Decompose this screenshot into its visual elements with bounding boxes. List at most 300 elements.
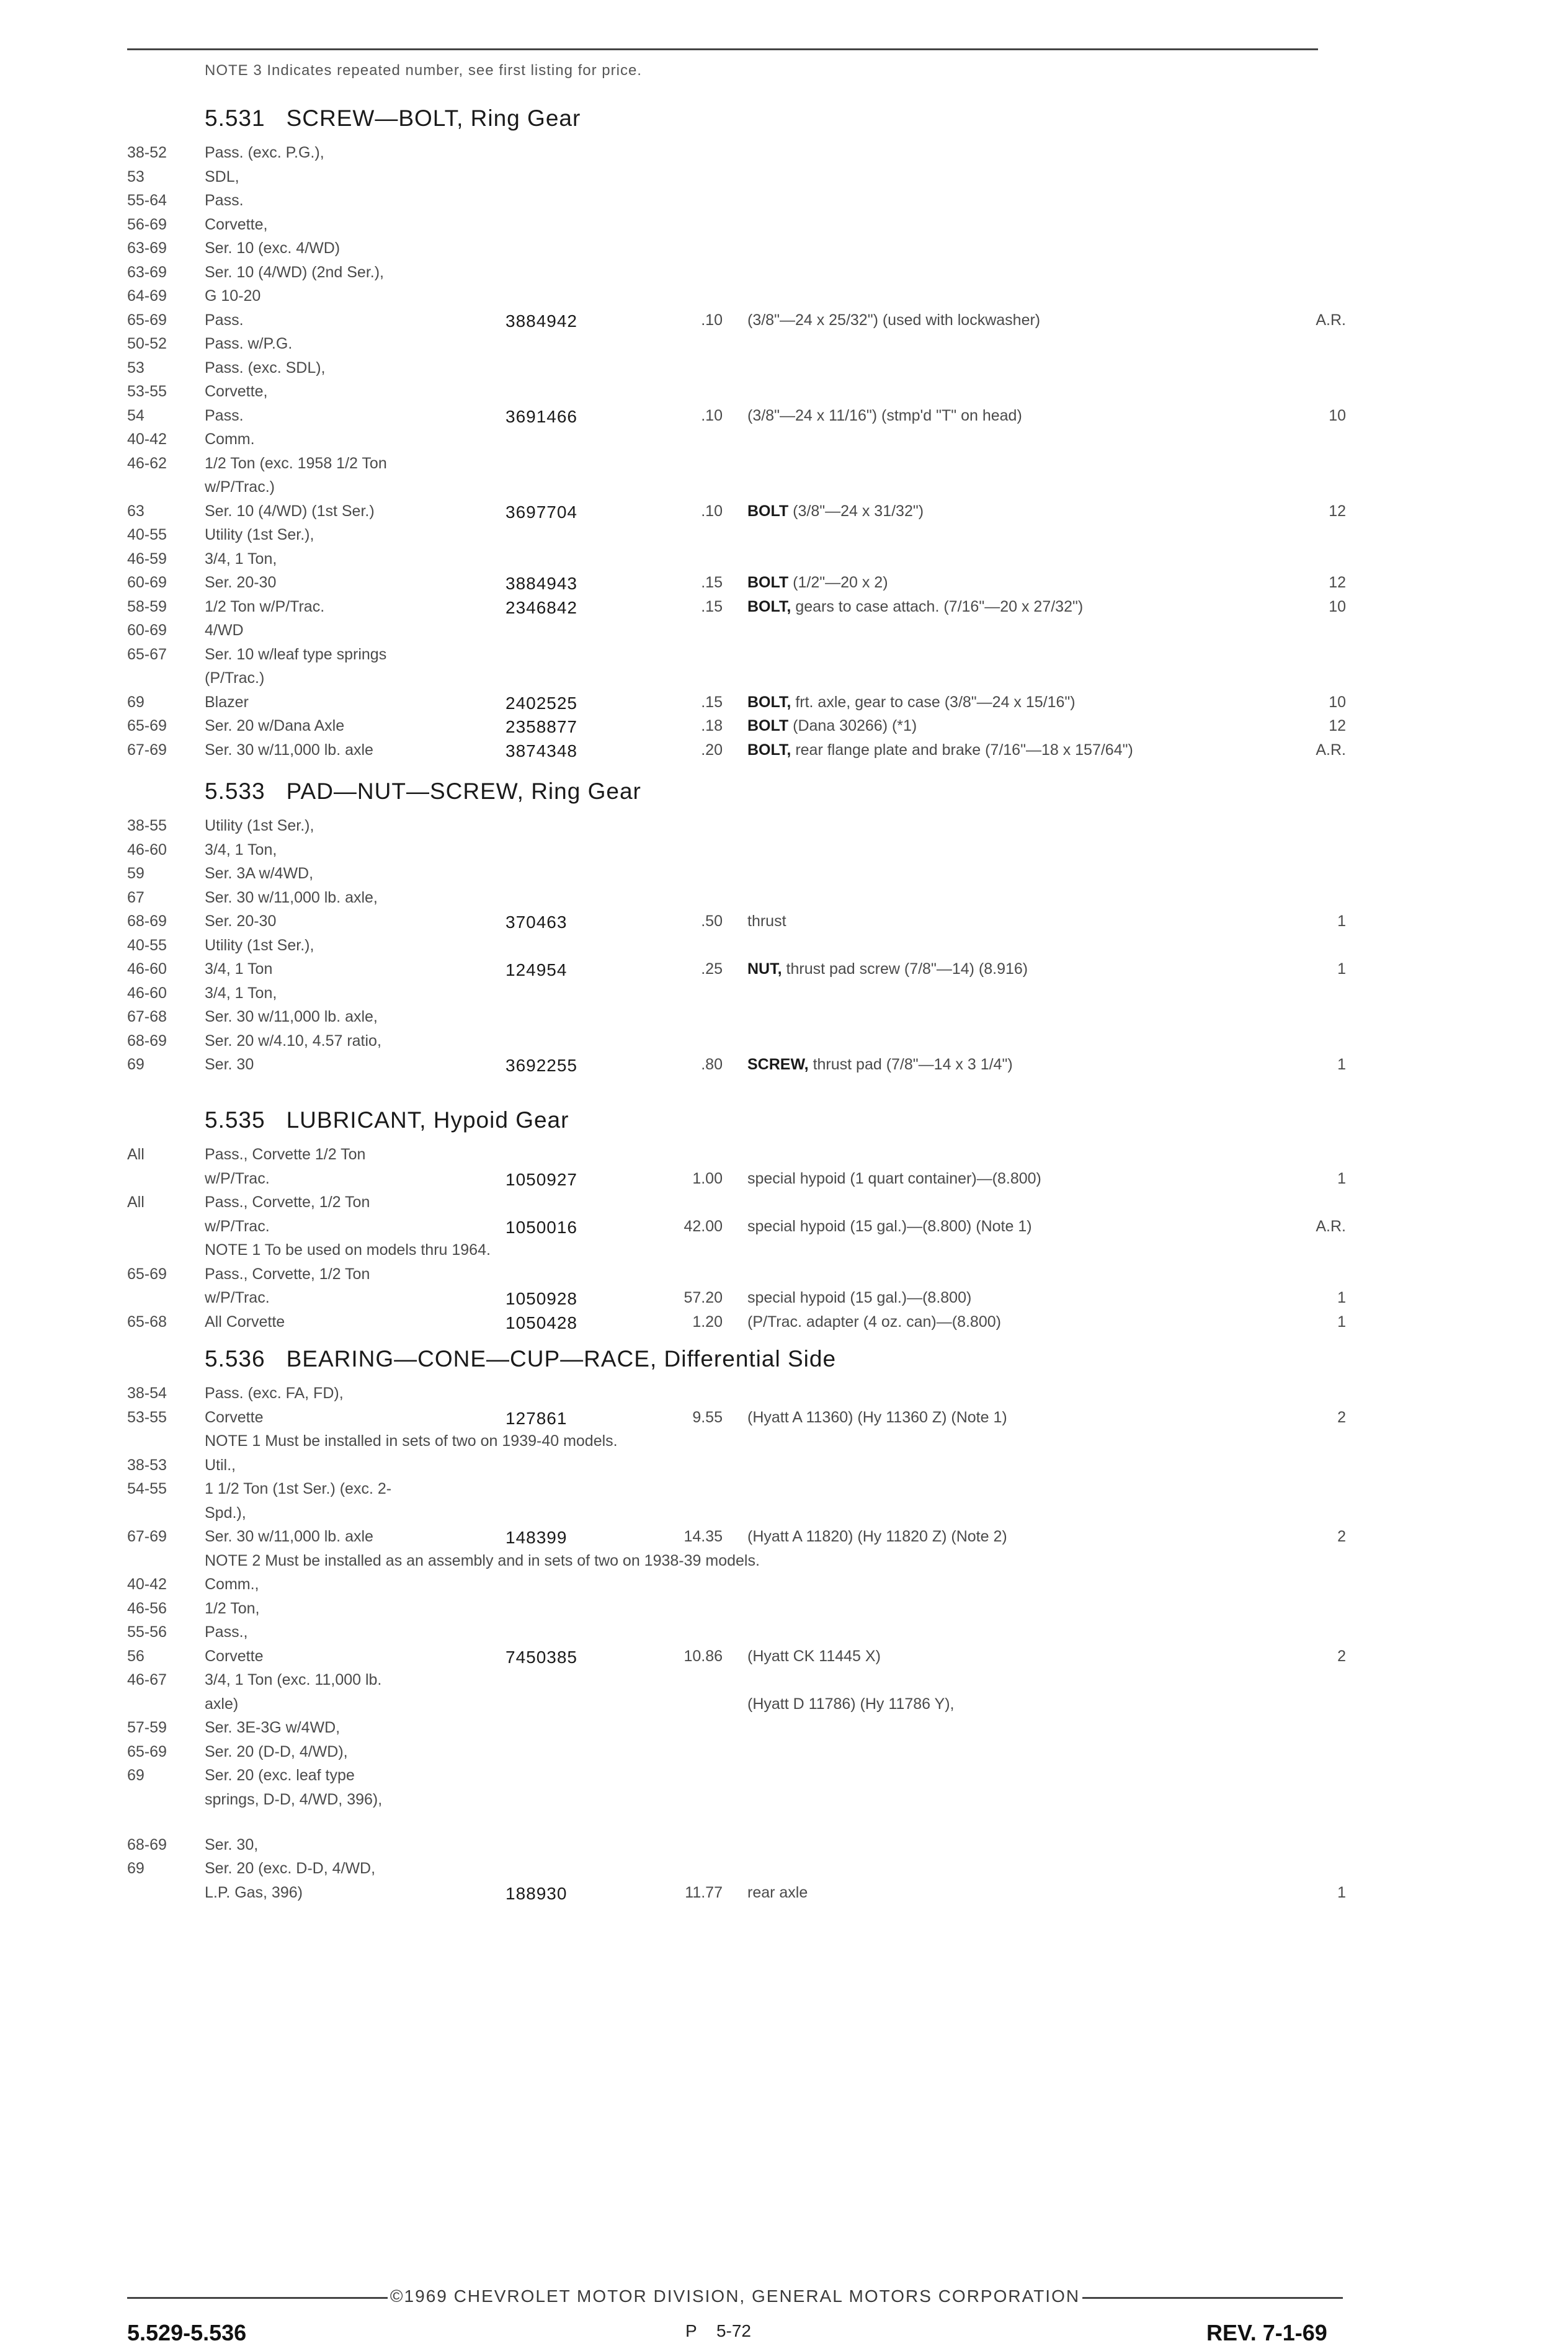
parts-row: [0, 1218, 1568, 1239]
part-description: [747, 1289, 1287, 1307]
list-price: .10: [701, 407, 723, 424]
part-description: [747, 502, 1287, 520]
model-years: 53-55: [127, 1409, 167, 1426]
revision-date: REV. 7-1-69: [1206, 2320, 1327, 2345]
copyright-rule-left: [127, 2297, 388, 2299]
model-application: Util.,: [205, 1456, 236, 1474]
model-years: 40-55: [127, 937, 167, 954]
part-spec: (Hyatt D 11786) (Hy 11786 Y),: [747, 1695, 955, 1713]
parts-row: [0, 622, 1568, 643]
part-type: NUT,: [747, 960, 782, 978]
model-years: 46-60: [127, 984, 167, 1002]
parts-row: [0, 407, 1568, 428]
model-application: 1/2 Ton,: [205, 1600, 260, 1617]
quantity: 1: [1337, 1170, 1346, 1187]
part-number: 2358877: [506, 717, 578, 736]
parts-row: [0, 1170, 1568, 1191]
part-number: 1050016: [506, 1218, 578, 1237]
part-type: BOLT: [747, 502, 789, 520]
part-type: SCREW,: [747, 1056, 809, 1073]
parts-row: [0, 1648, 1568, 1669]
parts-row: [0, 1743, 1568, 1764]
model-years: 58-59: [127, 598, 167, 615]
parts-row: [0, 1504, 1568, 1525]
footnote: NOTE 2 Must be installed as an assembly and in sets of two on 1938-39 models.: [205, 1552, 760, 1569]
part-type: BOLT: [747, 574, 789, 591]
list-price: .18: [701, 717, 723, 734]
parts-row: [0, 168, 1568, 189]
section-number: 5.533: [205, 778, 265, 804]
part-type: BOLT,: [747, 598, 791, 615]
parts-row: [0, 359, 1568, 380]
part-number: 3884943: [506, 574, 578, 593]
model-years: 46-56: [127, 1600, 167, 1617]
list-price: .25: [701, 960, 723, 978]
model-years: 53: [127, 168, 145, 185]
parts-row: [0, 526, 1568, 547]
model-years: 46-60: [127, 960, 167, 978]
parts-row: [0, 1385, 1568, 1406]
model-years: 56: [127, 1648, 145, 1665]
model-years: 57-59: [127, 1719, 167, 1736]
quantity: A.R.: [1316, 311, 1346, 329]
model-application: Pass. (exc. P.G.),: [205, 144, 324, 161]
quantity: 1: [1337, 960, 1346, 978]
part-description: [747, 694, 1287, 711]
model-years: 65-68: [127, 1313, 167, 1331]
model-years: 67: [127, 889, 145, 906]
model-years: 60-69: [127, 574, 167, 591]
part-spec: special hypoid (15 gal.)—(8.800) (Note 1): [747, 1218, 1032, 1235]
parts-row: [0, 960, 1568, 981]
quantity: 12: [1329, 502, 1346, 520]
part-number: 3874348: [506, 741, 578, 760]
model-application: Blazer: [205, 694, 249, 711]
model-years: 69: [127, 694, 145, 711]
list-price: .10: [701, 311, 723, 329]
list-price: .15: [701, 598, 723, 615]
model-application: Ser. 10 (exc. 4/WD): [205, 239, 341, 257]
part-number: 1050428: [506, 1313, 578, 1332]
part-type: BOLT,: [747, 694, 791, 711]
part-description: [747, 1409, 1287, 1427]
part-spec: thrust pad (7/8"—14 x 3 1/4"): [813, 1056, 1013, 1073]
parts-row: [0, 912, 1568, 934]
model-application: Utility (1st Ser.),: [205, 937, 314, 954]
model-application: Pass., Corvette 1/2 Ton: [205, 1146, 366, 1163]
model-application: Pass.: [205, 311, 244, 329]
part-spec: (3/8"—24 x 25/32") (used with lockwasher): [747, 311, 1041, 329]
model-years: 53: [127, 359, 145, 377]
section-title: LUBRICANT, Hypoid Gear: [286, 1107, 569, 1133]
model-application: Ser. 10 w/leaf type springs: [205, 646, 387, 663]
copyright-rule-right: [1082, 2297, 1343, 2299]
part-spec: rear flange plate and brake (7/16"—18 x 157/64"): [795, 741, 1133, 759]
part-spec: thrust: [747, 912, 786, 930]
model-application: Pass.: [205, 192, 244, 209]
quantity: 1: [1337, 912, 1346, 930]
part-type: BOLT: [747, 717, 789, 734]
model-years: 46-62: [127, 455, 167, 472]
model-years: 65-69: [127, 311, 167, 329]
part-type: BOLT,: [747, 741, 791, 759]
model-application: Corvette,: [205, 383, 268, 400]
part-number: 370463: [506, 912, 568, 932]
section-heading: [205, 105, 581, 132]
parts-row: [0, 1576, 1568, 1597]
section-number: 5.535: [205, 1107, 265, 1133]
parts-row: [0, 984, 1568, 1006]
model-years: 40-42: [127, 1576, 167, 1593]
model-years: 68-69: [127, 912, 167, 930]
part-spec: special hypoid (15 gal.)—(8.800): [747, 1289, 972, 1306]
parts-row: [0, 1313, 1568, 1334]
part-spec: (Dana 30266) (*1): [793, 717, 917, 734]
model-application: Ser. 10 (4/WD) (1st Ser.): [205, 502, 375, 520]
parts-row: [0, 1146, 1568, 1167]
model-years: 38-53: [127, 1456, 167, 1474]
parts-row: [0, 1289, 1568, 1310]
part-spec: (P/Trac. adapter (4 oz. can)—(8.800): [747, 1313, 1001, 1331]
part-description: [747, 1648, 1287, 1666]
quantity: 1: [1337, 1313, 1346, 1331]
top-note: NOTE 3 Indicates repeated number, see first listing for price.: [205, 62, 642, 79]
model-application: Ser. 30 w/11,000 lb. axle: [205, 1528, 373, 1545]
model-years: 56-69: [127, 216, 167, 233]
model-years: 69: [127, 1767, 145, 1784]
model-application: 3/4, 1 Ton,: [205, 841, 277, 859]
model-years: 63-69: [127, 264, 167, 281]
section-title: PAD—NUT—SCREW, Ring Gear: [286, 778, 641, 804]
model-application: Spd.),: [205, 1504, 246, 1522]
model-application: G 10-20: [205, 287, 261, 305]
model-application: Pass. (exc. FA, FD),: [205, 1385, 344, 1402]
parts-row: [0, 1265, 1568, 1287]
list-price: 1.20: [692, 1313, 723, 1331]
model-application: w/P/Trac.: [205, 1170, 270, 1187]
model-application: Ser. 20-30: [205, 574, 277, 591]
part-description: [747, 912, 1287, 930]
model-years: 53-55: [127, 383, 167, 400]
quantity: 2: [1337, 1648, 1346, 1665]
model-application: 3/4, 1 Ton,: [205, 550, 277, 568]
model-years: 63: [127, 502, 145, 520]
parts-row: [0, 1456, 1568, 1478]
part-number: 1050928: [506, 1289, 578, 1308]
parts-row: [0, 865, 1568, 886]
parts-row: [0, 1884, 1568, 1905]
model-years: 40-42: [127, 430, 167, 448]
model-application: 4/WD: [205, 622, 244, 639]
model-years: 55-56: [127, 1623, 167, 1641]
model-application: 3/4, 1 Ton: [205, 960, 273, 978]
parts-row: [0, 1409, 1568, 1430]
model-years: 40-55: [127, 526, 167, 543]
quantity: A.R.: [1316, 741, 1346, 759]
parts-row: [0, 383, 1568, 404]
part-description: [747, 960, 1287, 978]
part-spec: (3/8"—24 x 11/16") (stmp'd "T" on head): [747, 407, 1022, 424]
part-number: 127861: [506, 1409, 568, 1428]
parts-row: [0, 1600, 1568, 1621]
parts-row: [0, 694, 1568, 715]
part-spec: (Hyatt CK 11445 X): [747, 1648, 881, 1665]
part-spec: special hypoid (1 quart container)—(8.800): [747, 1170, 1041, 1187]
part-number: 7450385: [506, 1648, 578, 1667]
parts-row: [0, 1193, 1568, 1215]
model-application: Pass., Corvette, 1/2 Ton: [205, 1193, 370, 1211]
model-application: Utility (1st Ser.),: [205, 817, 314, 834]
quantity: 1: [1337, 1056, 1346, 1073]
quantity: 10: [1329, 598, 1346, 615]
part-number: 1050927: [506, 1170, 578, 1189]
list-price: 42.00: [684, 1218, 723, 1235]
part-spec: (3/8"—24 x 31/32"): [793, 502, 924, 520]
parts-row: [0, 1860, 1568, 1881]
model-application: Ser. 30 w/11,000 lb. axle: [205, 741, 373, 759]
model-application: Ser. 3E-3G w/4WD,: [205, 1719, 341, 1736]
parts-row: [0, 1623, 1568, 1644]
part-spec: (Hyatt A 11360) (Hy 11360 Z) (Note 1): [747, 1409, 1007, 1426]
model-application: Ser. 30 w/11,000 lb. axle,: [205, 889, 378, 906]
page-number: P 5-72: [685, 2321, 751, 2340]
part-spec: (1/2"—20 x 2): [793, 574, 888, 591]
parts-row: [0, 502, 1568, 524]
model-application: Ser. 20 (exc. leaf type: [205, 1767, 355, 1784]
section-heading: [205, 1107, 569, 1133]
parts-row: [0, 239, 1568, 261]
model-years: 68-69: [127, 1836, 167, 1853]
part-description: [747, 1056, 1287, 1074]
model-years: 46-67: [127, 1671, 167, 1688]
part-number: 3697704: [506, 502, 578, 522]
list-price: .15: [701, 694, 723, 711]
part-description: [747, 1884, 1287, 1902]
model-application: springs, D-D, 4/WD, 396),: [205, 1791, 383, 1808]
model-application: Ser. 20 (D-D, 4/WD),: [205, 1743, 348, 1760]
model-years: 65-69: [127, 1743, 167, 1760]
parts-row: [0, 717, 1568, 738]
part-spec: rear axle: [747, 1884, 808, 1901]
parts-row: [0, 1008, 1568, 1029]
model-years: 67-69: [127, 1528, 167, 1545]
footnote: NOTE 1 To be used on models thru 1964.: [205, 1241, 491, 1259]
part-description: [747, 741, 1287, 759]
parts-row: [0, 1056, 1568, 1077]
parts-row: [0, 817, 1568, 838]
part-number: 3884942: [506, 311, 578, 331]
model-years: 65-69: [127, 1265, 167, 1283]
model-application: Ser. 3A w/4WD,: [205, 865, 314, 882]
model-application: Comm.,: [205, 1576, 259, 1593]
part-description: [747, 1170, 1287, 1188]
parts-row: [0, 1032, 1568, 1053]
model-years: 69: [127, 1056, 145, 1073]
list-price: 57.20: [684, 1289, 723, 1306]
parts-row: [0, 144, 1568, 165]
parts-row: [0, 669, 1568, 690]
part-number: 3692255: [506, 1056, 578, 1075]
model-application: Ser. 10 (4/WD) (2nd Ser.),: [205, 264, 384, 281]
model-years: 69: [127, 1860, 145, 1877]
parts-row: [0, 574, 1568, 595]
quantity: 1: [1337, 1289, 1346, 1306]
parts-row: [0, 1791, 1568, 1812]
model-application: Ser. 30: [205, 1056, 254, 1073]
part-description: [747, 1218, 1287, 1236]
model-application: 1 1/2 Ton (1st Ser.) (exc. 2-: [205, 1480, 392, 1497]
parts-row: [0, 1480, 1568, 1501]
quantity: 1: [1337, 1884, 1346, 1901]
model-years: 54: [127, 407, 145, 424]
model-years: 68-69: [127, 1032, 167, 1050]
parts-row: [0, 841, 1568, 862]
section-title: BEARING—CONE—CUP—RACE, Differential Side: [286, 1346, 837, 1371]
parts-row: [0, 598, 1568, 619]
model-years: 65-69: [127, 717, 167, 734]
parts-row: [0, 937, 1568, 958]
model-application: 1/2 Ton (exc. 1958 1/2 Ton: [205, 455, 387, 472]
parts-row: [0, 216, 1568, 237]
part-spec: gears to case attach. (7/16"—20 x 27/32"): [795, 598, 1084, 615]
part-description: [747, 717, 1287, 735]
model-application: Ser. 30 w/11,000 lb. axle,: [205, 1008, 378, 1025]
model-application: Pass. (exc. SDL),: [205, 359, 326, 377]
model-years: 46-59: [127, 550, 167, 568]
section-number: 5.536: [205, 1346, 265, 1371]
model-years: 50-52: [127, 335, 167, 352]
model-application: Ser. 20 w/4.10, 4.57 ratio,: [205, 1032, 381, 1050]
part-description: [747, 598, 1287, 616]
quantity: A.R.: [1316, 1218, 1346, 1235]
parts-row: [0, 192, 1568, 213]
parts-row: [0, 1671, 1568, 1692]
list-price: 1.00: [692, 1170, 723, 1187]
part-spec: thrust pad screw (7/8"—14) (8.916): [786, 960, 1028, 978]
model-application: (P/Trac.): [205, 669, 265, 687]
model-application: Pass. w/P.G.: [205, 335, 293, 352]
model-application: All Corvette: [205, 1313, 285, 1331]
model-years: 65-67: [127, 646, 167, 663]
parts-row: [0, 1719, 1568, 1740]
parts-row: [0, 741, 1568, 762]
quantity: 12: [1329, 574, 1346, 591]
model-application: 3/4, 1 Ton (exc. 11,000 lb.: [205, 1671, 382, 1688]
model-application: SDL,: [205, 168, 239, 185]
model-years: 38-54: [127, 1385, 167, 1402]
parts-row: [0, 287, 1568, 308]
model-application: Pass.,: [205, 1623, 248, 1641]
part-number: 148399: [506, 1528, 568, 1547]
model-application: Corvette: [205, 1648, 264, 1665]
model-years: 46-60: [127, 841, 167, 859]
parts-row: [0, 889, 1568, 910]
footnote: NOTE 1 Must be installed in sets of two on 1939-40 models.: [205, 1432, 618, 1450]
model-application: Ser. 30,: [205, 1836, 259, 1853]
part-description: [747, 574, 1287, 592]
section-number: 5.531: [205, 105, 265, 131]
quantity: 2: [1337, 1528, 1346, 1545]
list-price: .10: [701, 502, 723, 520]
list-price: 14.35: [684, 1528, 723, 1545]
section-title: SCREW—BOLT, Ring Gear: [286, 105, 581, 131]
model-application: L.P. Gas, 396): [205, 1884, 303, 1901]
parts-row: [0, 335, 1568, 356]
model-application: 1/2 Ton w/P/Trac.: [205, 598, 325, 615]
model-application: Ser. 20 w/Dana Axle: [205, 717, 345, 734]
parts-row: [0, 1836, 1568, 1857]
model-years: All: [127, 1193, 145, 1211]
parts-row: [0, 1767, 1568, 1788]
model-years: 59: [127, 865, 145, 882]
quantity: 12: [1329, 717, 1346, 734]
model-application: Utility (1st Ser.),: [205, 526, 314, 543]
model-application: Ser. 20-30: [205, 912, 277, 930]
parts-row: [0, 1528, 1568, 1549]
model-application: w/P/Trac.: [205, 1289, 270, 1306]
part-description: [747, 311, 1287, 329]
part-description: [747, 1528, 1287, 1546]
part-spec: (Hyatt A 11820) (Hy 11820 Z) (Note 2): [747, 1528, 1007, 1545]
part-number: 2402525: [506, 694, 578, 713]
part-number: 3691466: [506, 407, 578, 426]
model-application: Corvette,: [205, 216, 268, 233]
list-price: 10.86: [684, 1648, 723, 1665]
part-number: 2346842: [506, 598, 578, 617]
model-application: axle): [205, 1695, 239, 1713]
model-years: 54-55: [127, 1480, 167, 1497]
parts-row: [0, 264, 1568, 285]
model-years: All: [127, 1146, 145, 1163]
parts-row: [0, 478, 1568, 499]
part-spec: frt. axle, gear to case (3/8"—24 x 15/16"): [795, 694, 1076, 711]
model-years: 60-69: [127, 622, 167, 639]
part-description: [747, 1313, 1287, 1331]
parts-row: [0, 455, 1568, 476]
quantity: 10: [1329, 407, 1346, 424]
part-number: 124954: [506, 960, 568, 979]
model-years: 38-52: [127, 144, 167, 161]
model-application: Comm.: [205, 430, 255, 448]
model-years: 67-68: [127, 1008, 167, 1025]
quantity: 10: [1329, 694, 1346, 711]
model-years: 38-55: [127, 817, 167, 834]
list-price: 11.77: [685, 1884, 723, 1901]
section-heading: [205, 778, 641, 805]
parts-row: [0, 311, 1568, 332]
model-years: 64-69: [127, 287, 167, 305]
model-application: w/P/Trac.: [205, 1218, 270, 1235]
list-price: .50: [701, 912, 723, 930]
part-description: [747, 1695, 1287, 1713]
quantity: 2: [1337, 1409, 1346, 1426]
part-number: 188930: [506, 1884, 568, 1903]
list-price: 9.55: [692, 1409, 723, 1426]
list-price: .80: [701, 1056, 723, 1073]
model-application: w/P/Trac.): [205, 478, 275, 496]
copyright-text: ©1969 CHEVROLET MOTOR DIVISION, GENERAL MOTORS CORPORATION: [390, 2286, 1080, 2306]
list-price: .20: [701, 741, 723, 759]
copyright-line: [127, 2286, 1343, 2306]
model-application: 3/4, 1 Ton,: [205, 984, 277, 1002]
section-range: 5.529-5.536: [127, 2320, 247, 2345]
section-heading: [205, 1346, 836, 1372]
model-application: Corvette: [205, 1409, 264, 1426]
parts-row: [0, 1695, 1568, 1716]
part-description: [747, 407, 1287, 425]
model-application: Pass., Corvette, 1/2 Ton: [205, 1265, 370, 1283]
parts-row: [0, 430, 1568, 452]
